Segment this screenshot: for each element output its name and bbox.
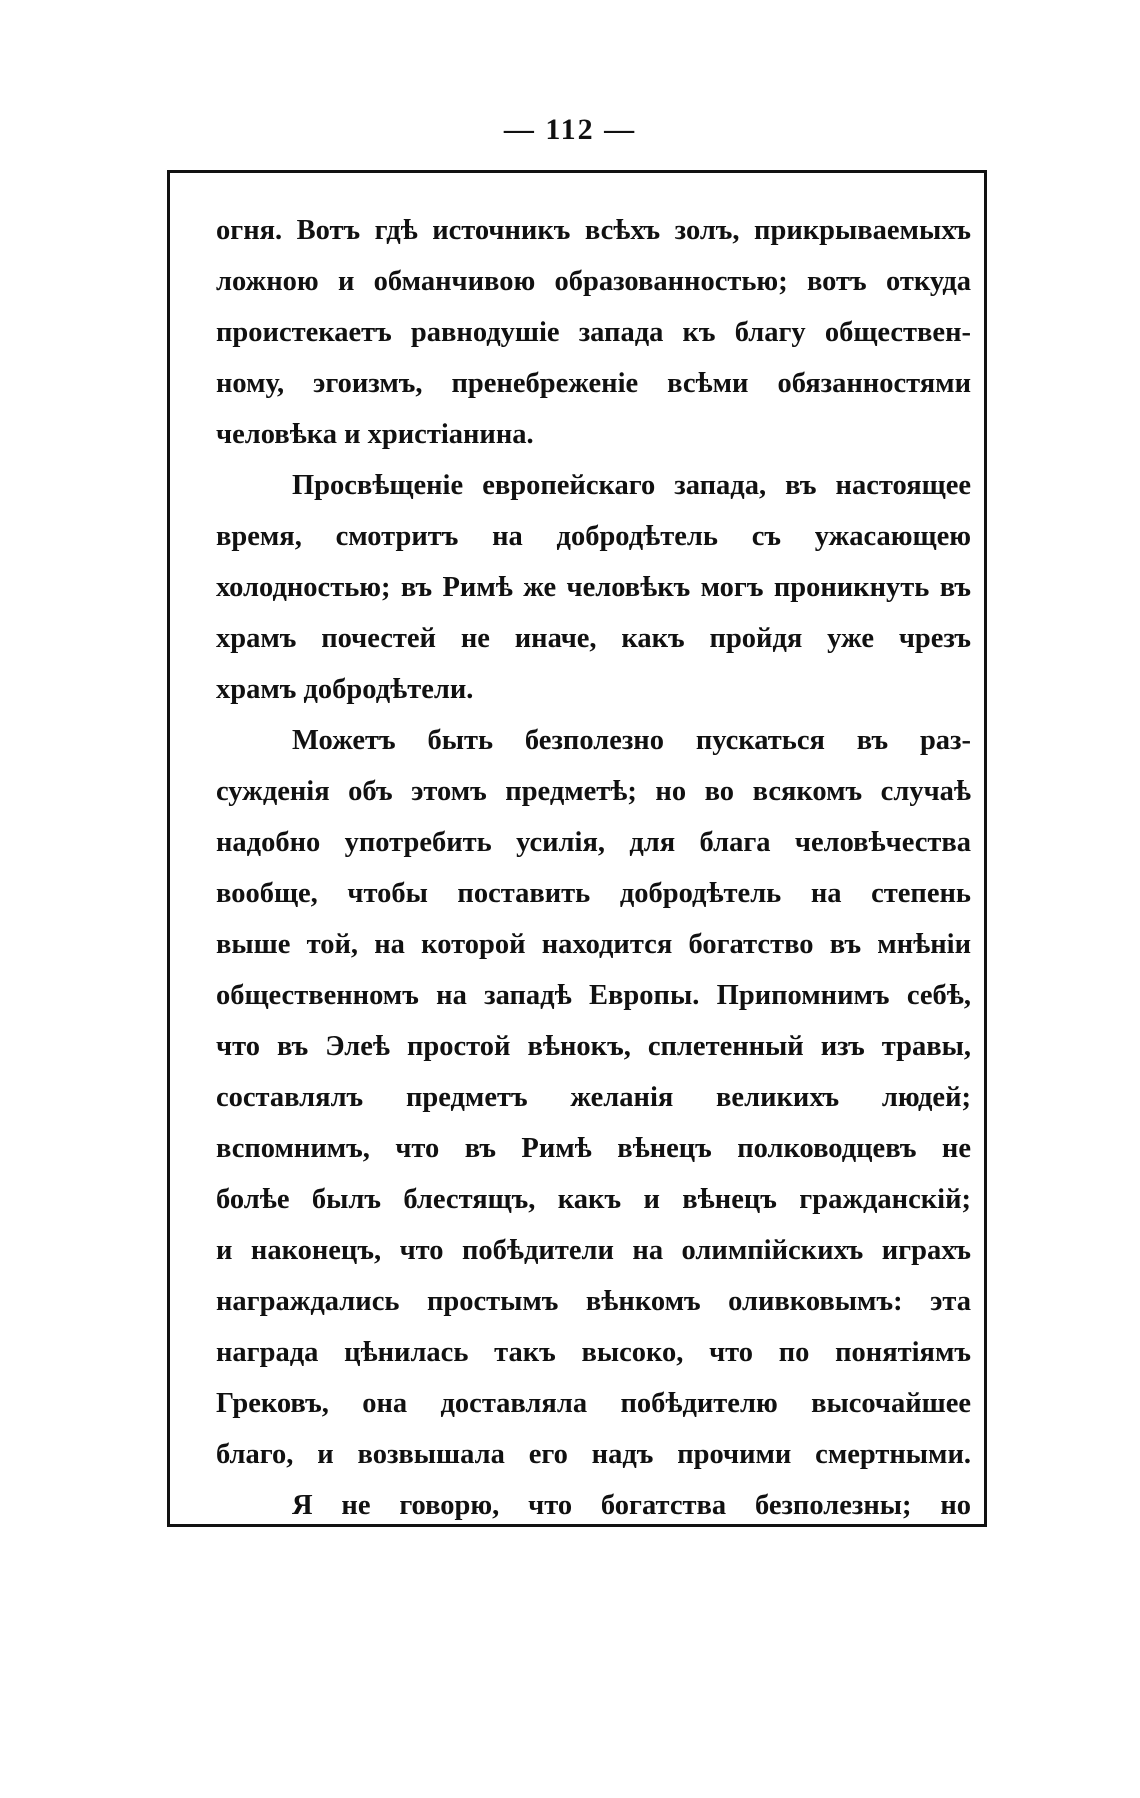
text-line: человѣка и христіанина. [216,419,534,450]
text-line: вообще, чтобы поставить добродѣтель на степень [216,878,971,909]
text-line: награда цѣнилась такъ высоко, что по понятіямъ [216,1337,971,1368]
text-line: и наконецъ, что побѣдители на олимпійскихъ играхъ [216,1235,971,1266]
text-line: ному, эгоизмъ, пренебреженіе всѣми обязанностями [216,368,971,399]
text-line: проистекаетъ равнодушіе запада къ благу обществен- [216,317,971,348]
text-line: выше той, на которой находится богатство въ мнѣніи [216,929,971,960]
text-line: благо, и возвышала его надъ прочими смертными. [216,1439,971,1470]
text-line: что въ Элеѣ простой вѣнокъ, сплетенный изъ травы, [216,1031,971,1062]
text-line: болѣе былъ блестящъ, какъ и вѣнецъ гражданскій; [216,1184,971,1215]
text-line: Просвѣщеніе европейскаго запада, въ настоящее [292,470,971,501]
text-line: Грековъ, она доставляла побѣдителю высочайшее [216,1388,971,1419]
text-line: ложною и обманчивою образованностью; вотъ откуда [216,266,971,297]
text-line: надобно употребить усилія, для блага человѣчества [216,827,971,858]
text-line: огня. Вотъ гдѣ источникъ всѣхъ золъ, прикрываемыхъ [216,215,971,246]
text-line: Можетъ быть безполезно пускаться въ раз- [292,725,971,756]
text-line: общественномъ на западѣ Европы. Припомнимъ себѣ, [216,980,971,1011]
text-line: храмъ добродѣтели. [216,674,474,705]
text-line: награждались простымъ вѣнкомъ оливковымъ: эта [216,1286,971,1317]
text-line: составлялъ предметъ желанія великихъ людей; [216,1082,971,1113]
body-text [216,205,971,1531]
text-line: храмъ почестей не иначе, какъ пройдя уже чрезъ [216,623,971,654]
text-line: вспомнимъ, что въ Римѣ вѣнецъ полководцевъ не [216,1133,971,1164]
text-line: сужденія объ этомъ предметѣ; но во всякомъ случаѣ [216,776,971,807]
page-number-header: — 112 — [503,113,637,146]
text-line: время, смотритъ на добродѣтель съ ужасающею [216,521,971,552]
text-line: Я не говорю, что богатства безполезны; но [292,1490,971,1521]
text-line: холодностью; въ Римѣ же человѣкъ могъ проникнуть въ [216,572,971,603]
